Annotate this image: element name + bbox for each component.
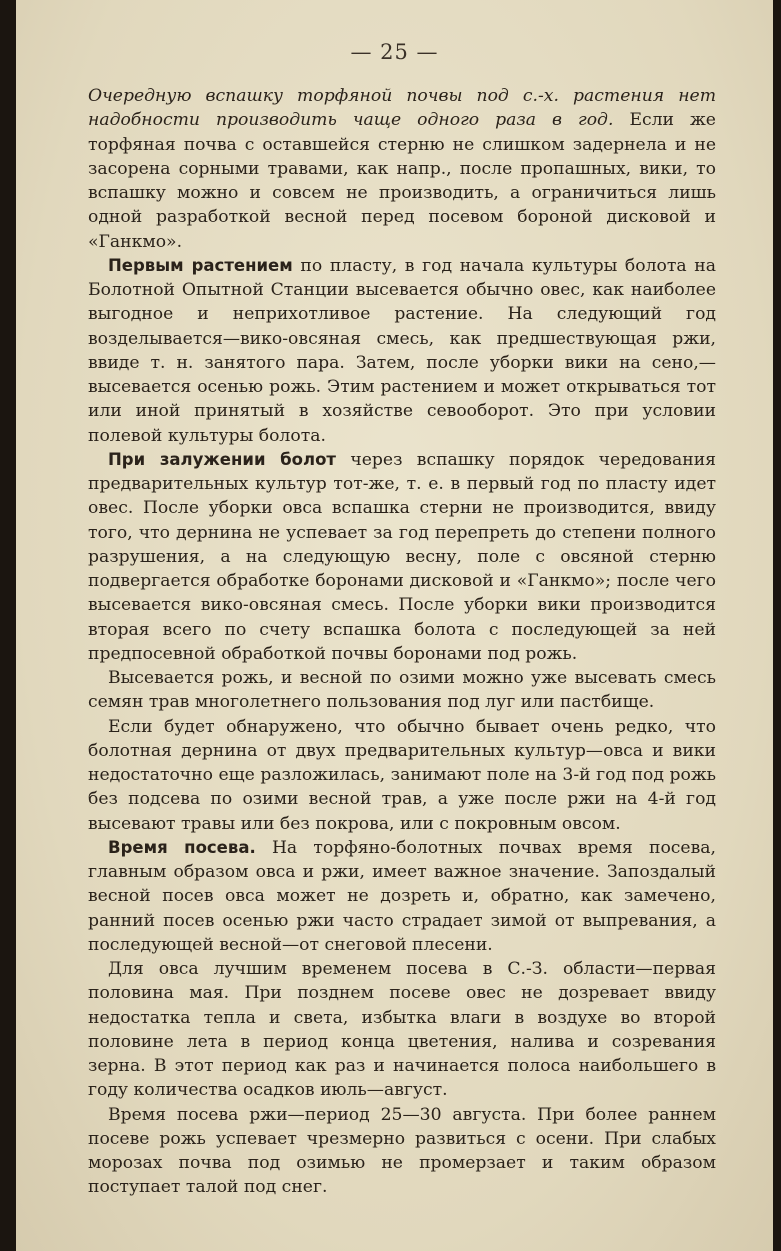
paragraph-text: На торфяно-болотных почвах время посева, главным образом овса и ржи, имеет важное значение. Запоздалый весной посев овса может не дозреть и, обратно, как замечено, ранний посев осенью ржи часто страдает зимой от выпревания, а последующей весной—от снеговой плесени. [88, 837, 716, 955]
page-number: — 25 — [350, 40, 439, 64]
paragraph-7 [88, 957, 716, 1103]
paragraph-5 [88, 715, 716, 836]
paragraph-text: Время посева ржи—период 25—30 августа. При более раннем посеве рожь успевает чрезмерно развиться с осени. При слабых морозах почва под озимью не промерзает и таким образом поступает талой под снег. [88, 1104, 716, 1198]
italic-lead: Очередную вспашку торфяной почвы под с.-х. растения нет надобности производить чаще одного раза в год. [88, 86, 716, 131]
paragraph-6 [88, 836, 716, 957]
paragraph-2 [88, 254, 716, 448]
paragraph-text: Если будет обнаружено, что обычно бывает очень редко, что болотная дернина от двух предварительных культур—овса и вики недостаточно еще разложилась, занимают поле на 3-й год под рожь без подсева по озими весной трав, а уже после ржи на 4-й год высевают травы или без покрова, или с покровным овсом. [88, 716, 716, 834]
paragraph-text: через вспашку порядок чередования предварительных культур тот-же, т. е. в первый год по пласту идет овес. После уборки овса вспашка стерни не производится, ввиду того, что дернина не успевает за год перепреть до степени полного разрушения, а на следующую весну, поле с овсяной стерню подвергается обработке боронами дисковой и «Ганкмо»; после чего высевается вико-овсяная смесь. После уборки вики производится вторая всего по счету вспашка болота с последующей за ней предпосевной обработкой почвы боронами под рожь. [88, 449, 716, 664]
paragraph-heading: Первым растением [108, 255, 293, 275]
paragraph-text: Для овса лучшим временем посева в С.-З. области—первая половина мая. При позднем посеве овес не дозревает ввиду недостатка тепла и света, избытка влаги в воздухе во второй половине лета в период конца цветения, налива и созревания зерна. В этот период как раз и начинается полоса наибольшего в году количества осадков июль—август. [88, 959, 716, 1101]
paragraph-text: Высевается рожь, и весной по озими можно уже высевать смесь семян трав многолетнего пользования под луг или пастбище. [88, 668, 716, 713]
paragraph-text: Если же торфяная почва с оставшейся стерню не слишком задернела и не засорена сорными травами, как напр., после пропашных, вики, то вспашку можно и совсем не производить, а ограничиться лишь одной разработкой весной перед посевом бороной дисковой и «Ганкмо». [88, 110, 716, 252]
paragraph-8 [88, 1103, 716, 1200]
book-page [16, 0, 773, 1251]
paragraph-1 [88, 84, 716, 254]
paragraph-heading: Время посева. [108, 837, 256, 857]
paragraph-text: по пласту, в год начала культуры болота на Болотной Опытной Станции высевается обычно овес, как наиболее выгодное и неприхотливое растение. На следующий год возделывается—вико-овсяная смесь, как предшествующая ржи, ввиде т. н. занятого пара. Затем, после уборки вики на сено,—высевается осенью рожь. Этим растением и может открываться тот или иной принятый в хозяйстве севооборот. Это при условии полевой культуры болота. [88, 255, 716, 446]
paragraph-heading: При залужении болот [108, 449, 336, 469]
paragraph-3 [88, 448, 716, 666]
paragraph-4 [88, 666, 716, 715]
body-text [88, 84, 716, 1200]
